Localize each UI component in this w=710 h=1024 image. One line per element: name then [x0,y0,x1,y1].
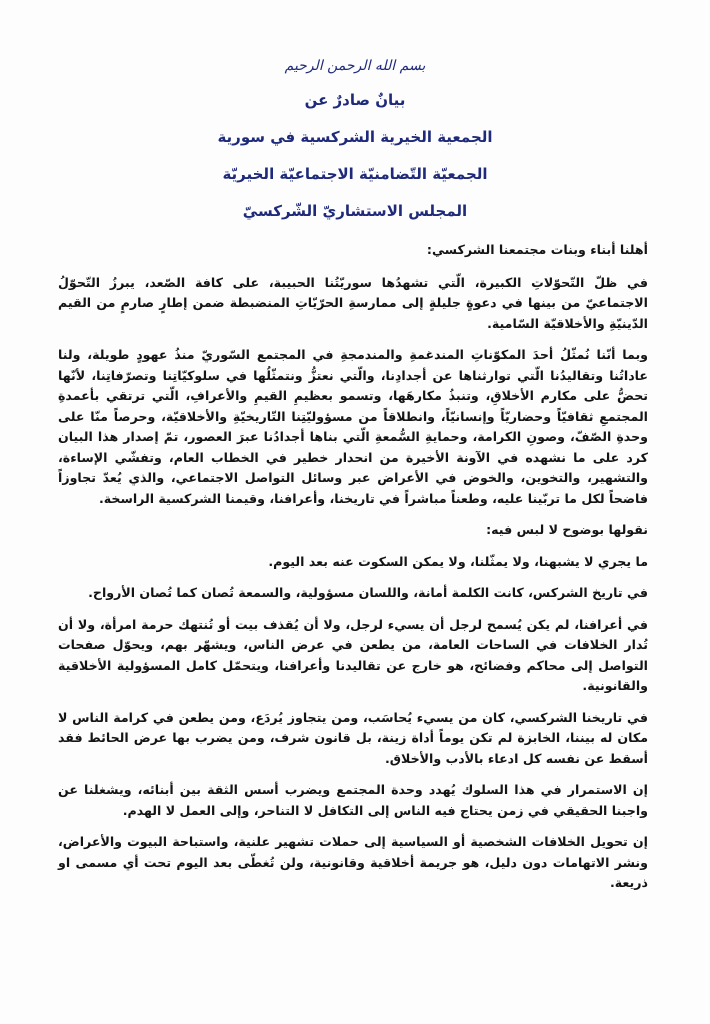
paragraph-conclusion: إن تحويل الخلافات الشخصية أو السياسية إلى حملات تشهير علنية، واستباحة البيوت والأعراض، ونشر الاتهامات دون دليل، هو جريمة أخلاقية وقانونية، ولن تُغطّى بعد اليوم تحت أي مسمى او ذريعة. [58,834,648,890]
paragraph-history: في تاريخ الشركس، كانت الكلمة أمانة، واللسان مسؤولية، والسمعة تُصان كما تُصان الأرواح. [88,585,648,600]
paragraph-identity: وبما أنّنا نُمثّلُ أحدَ المكوّناتِ المندغمةِ والمندمجةِ في المجتمع السّوريّ منذُ عهودٍ طويلة، ولنا عاداتُنا وتقاليدُنا الّتي توارثناها عن أجدادِنا، والّتي نعتزُّ ونتمثّلُها في سلوكيّاتِنا وتصرّفاتِنا، لأنّها تحضُّ على مكارم الأخلاقِ، وتنبذُ مكارهَها، وتسمو بعظيمِ القيمِ والأعرافِ، الّتي ترتقي بأعمدةِ المجتمعِ ثقافيّاً وحضاريّاً وإنسانيّاً، وانطلاقاً من مسؤوليّتِنا التّاريخيّةِ والأخلاقيّة، وحرصاً منّا على وحدةِ الصّفّ، وصونِ الكرامة، وحمايةِ السُّمعةِ الّتي بناها أجدادُنا عبرَ العصور، تمّ إصدار هذا البيان كرد على ما نشهده في الآونة الأخيرة من انحدار خطير في الخطاب العام، وتفشّي الإساءة، والتشهير، والتخوين، والخوض في الأعراض عبر وسائل التواصل الاجتماعي، والذي يُعدّ تجاوزاً فاضحاً لكل ما تربّينا عليه، وطعناً مباشراً في تاريخنا، وأعرافنا، وقيمنا الشركسية الراسخة. [58,347,648,506]
organization-1: الجمعية الخيرية الشركسية في سورية [217,128,493,146]
organization-2: الجمعيّة التّضامنيّة الاجتماعيّة الخيريّة [222,165,488,183]
statement-body [58,240,648,905]
paragraph-unity: إن الاستمرار في هذا السلوك يُهدد وحدة المجتمع ويضرب أسس الثقة بين أبنائه، ويشغلنا عن واجبنا الحقيقي في زمن يحتاج فيه الناس إلى التكافل لا التناحر، وإلى العمل لا الهدم. [58,782,648,818]
organization-3: المجلس الاستشاريّ الشّركسيّ [242,202,468,220]
paragraph-clear-statement: نقولها بوضوح لا لبس فيه: [486,522,648,537]
paragraph-accountability: في تاريخنا الشركسي، كان من يسيء يُحاسَب، ومن يتجاوز يُردَع، ومن يطعن في كرامة الناس لا مكان له بيننا، الخابزة لم تكن يوماً أداة زينة، بل قانون شرف، ومن يضرب بها عرض الحائط فقد أسقط عن نفسه كل ادعاء بالأدب والأخلاق. [58,709,648,766]
paragraph-not-us: ما يجري لا يشبهنا، ولا يمثّلنا، ولا يمكن السكوت عنه بعد اليوم. [268,553,648,569]
greeting: أهلنا أبناء وبنات مجتمعنا الشركسي: [426,242,648,257]
paragraph-intro: في ظلّ التّحوّلاتِ الكبيرة، الّتي تشهدُها سوريّتُنا الحبيبة، على كافة الصّعد، يبرزُ التّحوّلُ الاجتماعيّ من بينها في دعوةٍ جليلةٍ إلى ممارسةِ الحرّيّاتِ المنضبطة ضمن إطارٍ صارمٍ من القيم الدّينيّةِ والأخلاقيّة السّامية. [58,274,648,331]
paragraph-customs: في أعرافنا، لم يكن يُسمح لرجل أن يسيء لرجل، ولا أن يُقذف بيت أو تُنتهك حرمة امرأة، ولا أن تُدار الخلافات في الساحات العامة، من يطعن في عرض الناس، ويشهّر بهم، ويحوّل صفحات التواصل إلى محاكم وفضائح، هو خارج عن تقاليدنا وأعرافنا، ويتحمّل كامل المسؤولية الأخلاقية والقانونية. [58,616,648,693]
statement-title: بيانٌ صادرٌ عن [304,91,406,109]
statement-header [0,56,710,238]
basmala: بسم الله الرحمن الرحيم [284,58,426,74]
